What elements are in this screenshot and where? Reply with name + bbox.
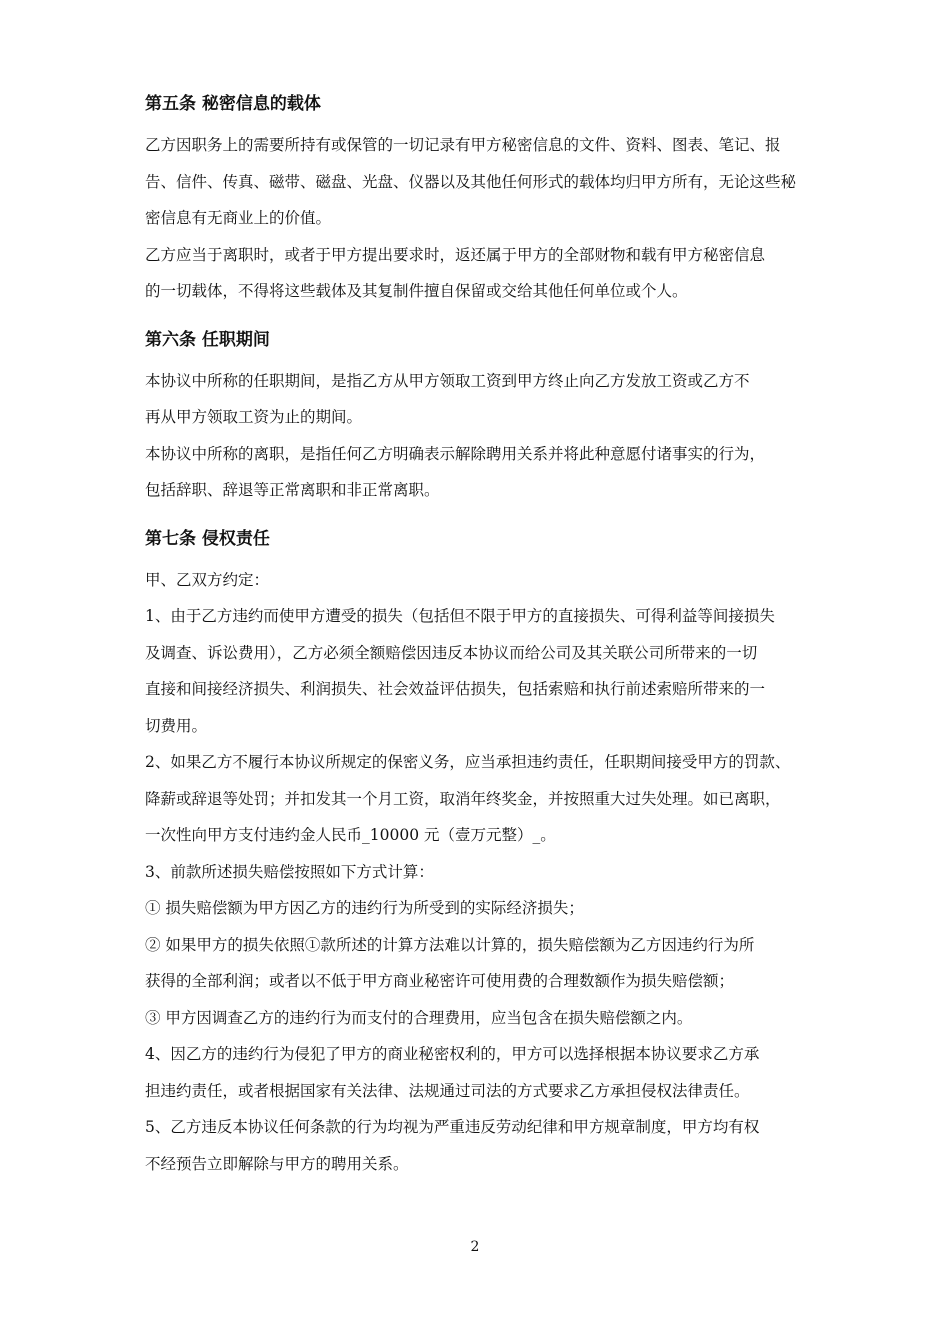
paragraph-line: 直接和间接经济损失、利润损失、社会效益评估损失，包括索赔和执行前述索赔所带来的一 xyxy=(145,680,766,698)
paragraph-line: 获得的全部利润；或者以不低于甲方商业秘密许可使用费的合理数额作为损失赔偿额； xyxy=(145,972,735,990)
page-number: 2 xyxy=(470,1239,480,1255)
document-body xyxy=(145,92,817,1182)
paragraph-line: 包括辞职、辞退等正常离职和非正常离职。 xyxy=(145,481,440,499)
section-heading: 第六条 任职期间 xyxy=(145,329,270,350)
section-article-5 xyxy=(145,92,817,310)
paragraph-line: 乙方应当于离职时，或者于甲方提出要求时，返还属于甲方的全部财物和载有甲方秘密信息 xyxy=(145,245,766,264)
section-article-6 xyxy=(145,328,817,509)
section-heading: 第七条 侵权责任 xyxy=(145,528,270,549)
paragraph-line: 一次性向甲方支付违约金人民币_10000 元（壹万元整）_。 xyxy=(145,826,556,844)
paragraph-line: 2、如果乙方不履行本协议所规定的保密义务，应当承担违约责任，任职期间接受甲方的罚款、 xyxy=(145,753,791,771)
section-heading: 第五条 秘密信息的载体 xyxy=(145,94,321,114)
paragraph-line: 不经预告立即解除与甲方的聘用关系。 xyxy=(145,1154,409,1173)
paragraph-line: 5、乙方违反本协议任何条款的行为均视为严重违反劳动纪律和甲方规章制度，甲方均有权 xyxy=(145,1118,760,1136)
paragraph-line: ③ 甲方因调查乙方的违约行为而支付的合理费用，应当包含在损失赔偿额之内。 xyxy=(145,1008,693,1027)
paragraph-line: 密信息有无商业上的价值。 xyxy=(145,209,332,227)
paragraph-line: 3、前款所述损失赔偿按照如下方式计算： xyxy=(145,862,434,881)
paragraph-line: 甲、乙双方约定： xyxy=(145,570,270,589)
paragraph-line: ① 损失赔偿额为甲方因乙方的违约行为所受到的实际经济损失； xyxy=(145,899,584,917)
paragraph-line: 4、因乙方的违约行为侵犯了甲方的商业秘密权利的，甲方可以选择根据本协议要求乙方承 xyxy=(145,1045,760,1063)
paragraph-line: 及调查、诉讼费用），乙方必须全额赔偿因违反本协议而给公司及其关联公司所带来的一切 xyxy=(145,643,758,662)
paragraph-line: 再从甲方领取工资为止的期间。 xyxy=(145,408,363,426)
paragraph-line: 1、由于乙方违约而使甲方遭受的损失（包括但不限于甲方的直接损失、可得利益等间接损失 xyxy=(145,607,775,625)
section-article-7 xyxy=(145,527,817,1183)
paragraph-line: 担违约责任，或者根据国家有关法律、法规通过司法的方式要求乙方承担侵权法律责任。 xyxy=(145,1081,750,1100)
paragraph-line: 降薪或辞退等处罚；并扣发其一个月工资，取消年终奖金，并按照重大过失处理。如已离职， xyxy=(145,789,781,808)
paragraph-line: 本协议中所称的任职期间，是指乙方从甲方领取工资到甲方终止向乙方发放工资或乙方不 xyxy=(145,371,750,390)
paragraph-line: 告、信件、传真、磁带、磁盘、光盘、仪器以及其他任何形式的载体均归甲方所有，无论这些秘 xyxy=(145,172,797,191)
paragraph-line: ② 如果甲方的损失依照①款所述的计算方法难以计算的，损失赔偿额为乙方因违约行为所 xyxy=(145,935,755,954)
paragraph-line: 的一切载体，不得将这些载体及其复制件擅自保留或交给其他任何单位或个人。 xyxy=(145,282,688,300)
paragraph-line: 本协议中所称的离职，是指任何乙方明确表示解除聘用关系并将此种意愿付诸事实的行为， xyxy=(145,444,766,463)
paragraph-line: 乙方因职务上的需要所持有或保管的一切记录有甲方秘密信息的文件、资料、图表、笔记、报 xyxy=(145,136,781,154)
paragraph-line: 切费用。 xyxy=(145,716,208,735)
